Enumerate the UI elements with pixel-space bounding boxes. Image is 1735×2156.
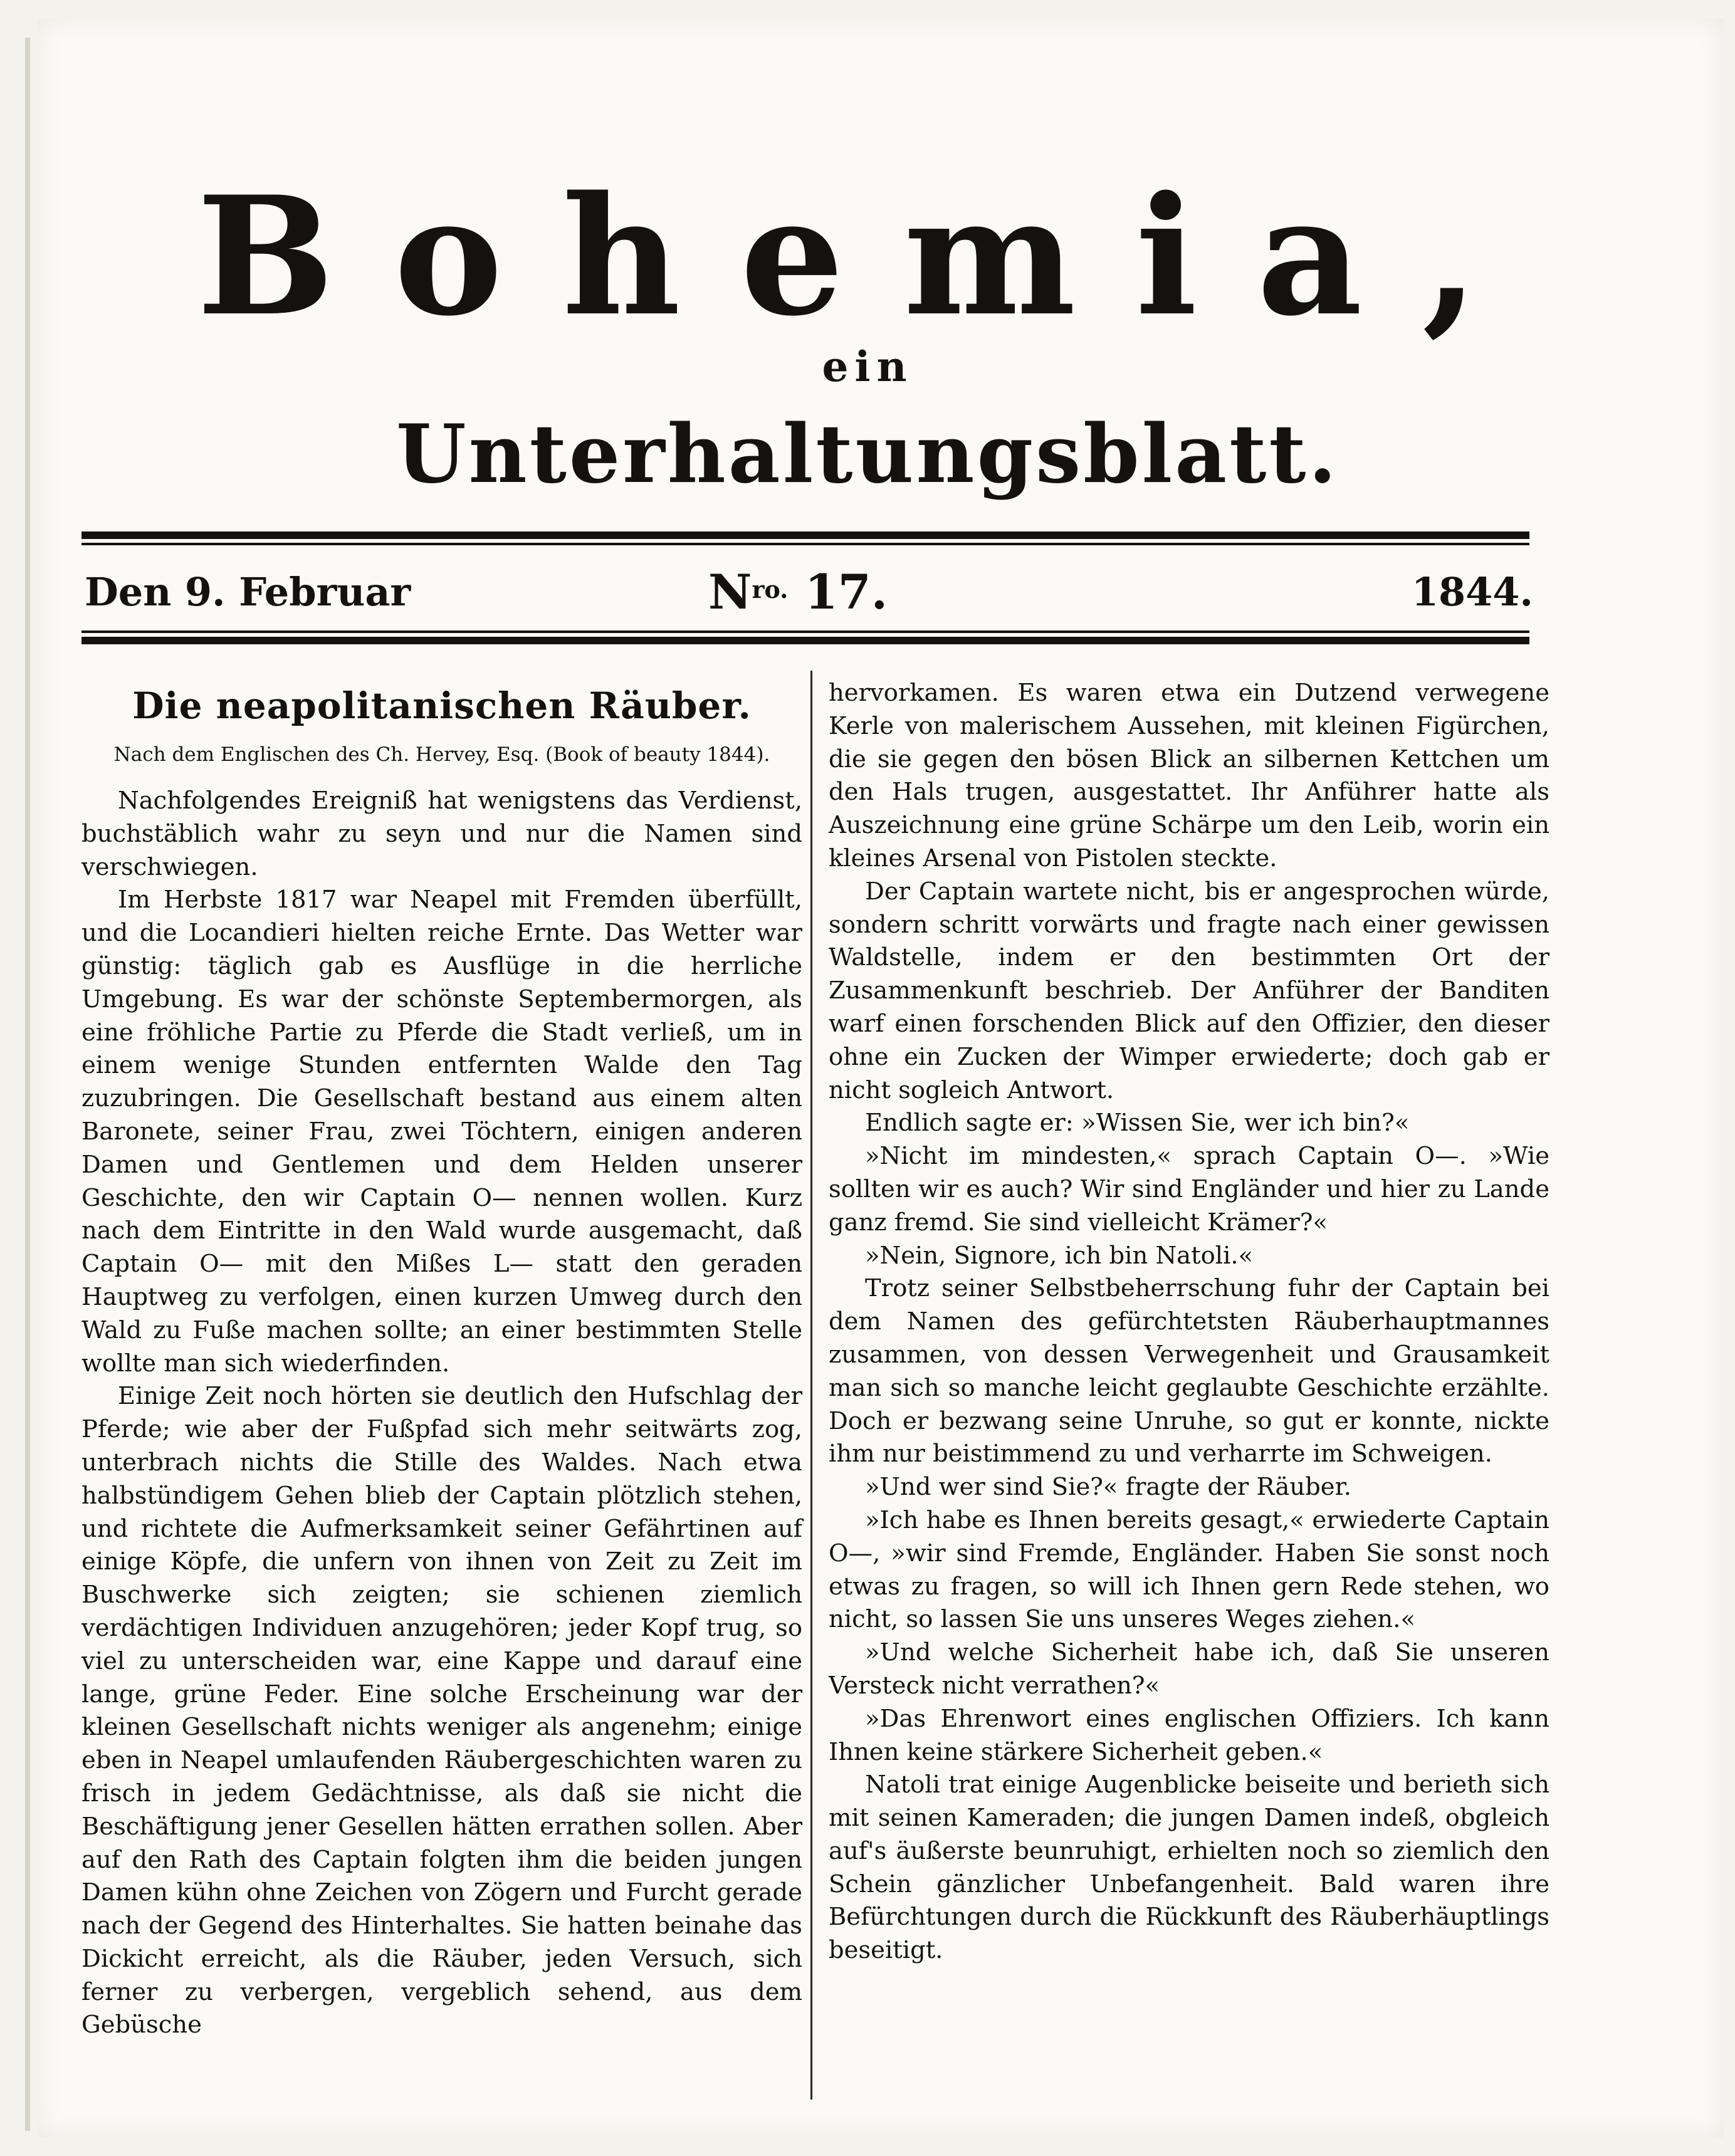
paragraph: »Ich habe es Ihnen bereits gesagt,« erwiederte Captain O—, »wir sind Fremde, Engländer. Haben Sie sonst noch etwas zu fragen, so will ich Ihnen gern Rede stehen, wo nicht, so lassen Sie uns unseres Weges ziehen.«	[829, 1505, 1549, 1634]
paragraph: Nachfolgendes Ereigniß hat wenigstens das Verdienst, buchstäblich wahr zu seyn und nur die Namen sind verschwiegen.	[81, 787, 802, 881]
paragraph: »Nicht im mindesten,« sprach Captain O—. »Wie sollten wir es auch? Wir sind Engländer und hier zu Lande ganz fremd. Sie sind vielleicht Krämer?«	[829, 1142, 1549, 1237]
paragraph: »Das Ehrenwort eines englischen Offiziers. Ich kann Ihnen keine stärkere Sicherheit geben.«	[829, 1704, 1549, 1766]
masthead-subtitle: Unterhaltungsblatt.	[396, 407, 1339, 501]
paragraph: Endlich sagte er: »Wissen Sie, wer ich bin?«	[865, 1109, 1410, 1138]
issue-number-value: 17.	[804, 564, 888, 620]
issue-sup: ro.	[752, 575, 789, 604]
paragraph: Der Captain wartete nicht, bis er angesprochen würde, sondern schritt vorwärts und fragte nach einer gewissen Waldstelle, indem er den bestimmten Ort der Zusammenkunft beschrieb. Der Anführer der Banditen warf einen forschenden Blick auf den Offizier, den dieser ohne ein Zucken der Wimper erwiederte; doch gab er nicht sogleich Antwort.	[829, 877, 1549, 1104]
paragraph: Einige Zeit noch hörten sie deutlich den Hufschlag der Pferde; wie aber der Fußpfad sich mehr seitwärts zog, unterbrach nichts die Stille des Waldes. Nach etwa halbstündigem Gehen blieb der Captain plötzlich stehen, und richtete die Aufmerksamkeit seiner Gefährtinen auf einige Köpfe, die unfern von ihnen von Zeit zu Zeit im Buschwerke sich zeigten; sie schienen ziemlich verdächtigen Individuen anzugehören; jeder Kopf trug, so viel zu unterscheiden war, eine Kappe und darauf eine lange, grüne Feder. Eine solche Erscheinung war der kleinen Gesellschaft nichts weniger als angenehm; einige eben in Neapel umlaufenden Räubergeschichten waren zu frisch in jedem Gedächtnisse, als daß sie nicht die Beschäftigung jener Gesellen hätten errathen sollen. Aber auf den Rath des Captain folgten ihm die beiden jungen Damen kühn ohne Zeichen von Zögern und Furcht gerade nach der Gegend des Hinterhaltes. Sie hatten beinahe das Dickicht erreicht, als die Räuber, jeden Versuch, sich ferner zu verbergen, vergeblich sehend, aus dem Gebüsche	[81, 1382, 802, 2039]
masthead-title: Bohemia,	[196, 161, 1539, 352]
right-column	[829, 677, 1549, 1967]
issue-date: Den 9. Februar	[85, 569, 411, 615]
paragraph: Natoli trat einige Augenblicke beiseite und berieth sich mit seinen Kameraden; die jungen Damen indeß, obgleich auf's äußerste beunruhigt, erhielten noch so ziemlich den Schein gänzlicher Unbefangenheit. Bald waren ihre Befürchtungen durch die Rückkunft des Räuberhäuptlings beseitigt.	[829, 1771, 1549, 1965]
paragraph-continued: hervorkamen. Es waren etwa ein Dutzend verwegene Kerle von malerischem Aussehen, mit kleinen Figürchen, die sie gegen den bösen Blick an silbernen Kettchen um den Hals trugen, ausgestattet. Ihr Anführer hatte als Auszeichnung eine grüne Schärpe um den Leib, worin ein kleines Arsenal von Pistolen steckte.	[829, 679, 1549, 872]
column-divider	[810, 671, 812, 2100]
masthead-ein: ein	[822, 342, 913, 391]
paragraph: »Und wer sind Sie?« fragte der Räuber.	[865, 1473, 1351, 1502]
issue-year: 1844.	[1411, 569, 1533, 615]
paragraph: »Und welche Sicherheit habe ich, daß Sie unseren Versteck nicht verrathen?«	[829, 1638, 1549, 1700]
bottom-rule-thin	[81, 631, 1529, 633]
article-title: Die neapolitanischen Räuber.	[132, 684, 752, 727]
bottom-rule-thick	[81, 637, 1529, 644]
top-rule-thick	[81, 531, 1529, 539]
article-byline: Nach dem Englischen des Ch. Hervey, Esq. (Book of beauty 1844).	[113, 743, 770, 766]
issue-number	[708, 564, 888, 620]
paragraph: »Nein, Signore, ich bin Natoli.«	[865, 1241, 1254, 1270]
paragraph: Trotz seiner Selbstbeherrschung fuhr der Captain bei dem Namen des gefürchtetsten Räuberhauptmannes zusammen, von dessen Verwegenheit und Grausamkeit man sich so manche leicht geglaubte Geschichte erzählte. Doch er bezwang seine Unruhe, so gut er konnte, nickte ihm nur beistimmend zu und verharrte im Schweigen.	[829, 1274, 1549, 1468]
paragraph: Im Herbste 1817 war Neapel mit Fremden überfüllt, und die Locandieri hielten reiche Ernte. Das Wetter war günstig: täglich gab es Ausflüge in die herrliche Umgebung. Es war der schönste Septembermorgen, als eine fröhliche Partie zu Pferde die Stadt verließ, um in einem wenige Stunden entfernten Walde den Tag zuzubringen. Die Gesellschaft bestand aus einem alten Baronete, seiner Frau, zwei Töchtern, einigen anderen Damen und Gentlemen und dem Helden unserer Geschichte, den wir Captain O— nennen wollen. Kurz nach dem Eintritte in den Wald wurde ausgemacht, daß Captain O— mit den Mißes L— statt den geraden Hauptweg zu verfolgen, einen kurzen Umweg durch den Wald zu Fuße machen sollte; an einer bestimmten Stelle wollte man sich wiederfinden.	[81, 886, 802, 1378]
left-column	[81, 677, 802, 2042]
top-rule-thin	[81, 543, 1529, 545]
issue-prefix: N	[708, 564, 752, 620]
